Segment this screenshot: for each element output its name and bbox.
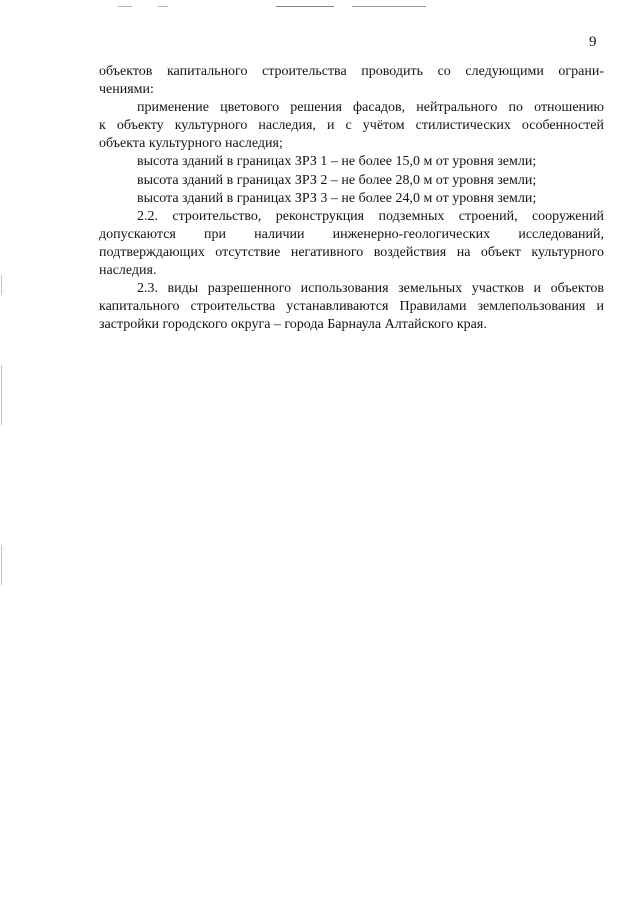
text-line: допускаются при наличии инженерно-геологических исследований, xyxy=(99,226,604,242)
text-line: подтверждающих отсутствие негативного воздействия на объект культурного xyxy=(99,244,604,260)
text-line: объекта культурного наследия; xyxy=(99,136,283,152)
text-line: высота зданий в границах ЗРЗ 1 – не более 15,0 м от уровня земли; xyxy=(137,154,537,170)
scan-mark-left-1 xyxy=(1,275,2,295)
text-line: чениями: xyxy=(99,82,154,98)
text-line: к объекту культурного наследия, и с учётом стилистических особенностей xyxy=(99,118,604,134)
body-text xyxy=(99,63,604,334)
text-line: высота зданий в границах ЗРЗ 2 – не более 28,0 м от уровня земли; xyxy=(137,172,537,188)
text-line: наследия. xyxy=(99,263,157,279)
scan-mark-left-3 xyxy=(1,545,2,585)
scan-mark-top-2 xyxy=(158,6,168,7)
text-line: объектов капитального строительства проводить со следующими ограни- xyxy=(99,64,604,79)
page-number: 9 xyxy=(589,34,597,50)
scan-mark-top-4 xyxy=(352,6,426,7)
scan-mark-left-2 xyxy=(1,365,2,425)
scan-mark-top-3 xyxy=(276,6,334,7)
scan-mark-top-1 xyxy=(118,6,132,7)
text-line: 2.2. строительство, реконструкция подземных строений, сооружений xyxy=(137,208,604,224)
text-line: застройки городского округа – города Барнаула Алтайского края. xyxy=(99,317,487,333)
text-line: высота зданий в границах ЗРЗ 3 – не более 24,0 м от уровня земли; xyxy=(137,190,537,206)
text-line: 2.3. виды разрешенного использования земельных участков и объектов xyxy=(137,281,604,297)
text-line: применение цветового решения фасадов, нейтрального по отношению xyxy=(137,100,604,116)
text-line: капитального строительства устанавливаются Правилами землепользования и xyxy=(99,299,604,315)
